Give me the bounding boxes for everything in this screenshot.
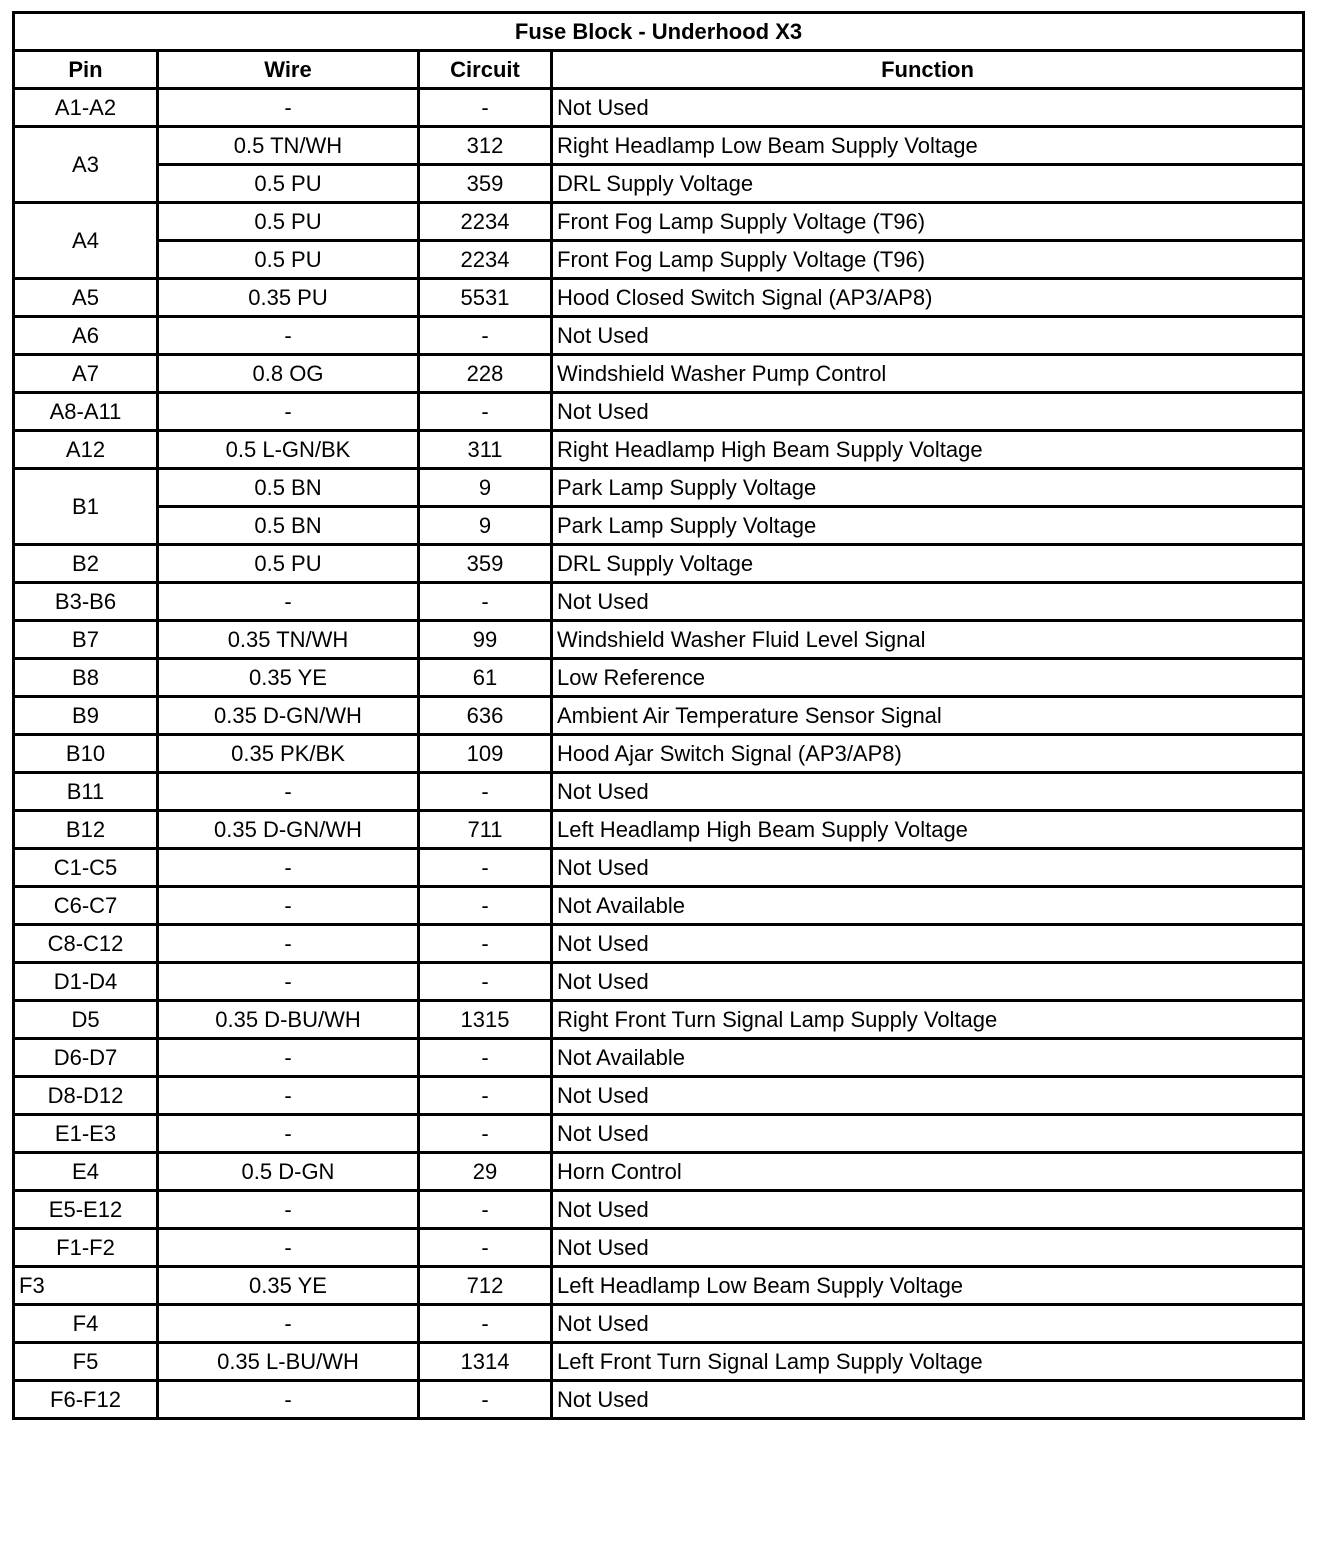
circuit-cell: 61	[419, 659, 552, 697]
wire-cell: 0.5 PU	[158, 241, 419, 279]
pin-cell: B10	[14, 735, 158, 773]
circuit-cell: -	[419, 89, 552, 127]
table-row	[14, 469, 1304, 507]
pin-cell: F3	[14, 1267, 158, 1305]
circuit-cell: -	[419, 1305, 552, 1343]
table-row	[14, 431, 1304, 469]
table-row	[14, 735, 1304, 773]
table-row	[14, 1343, 1304, 1381]
function-cell: Not Used	[552, 317, 1304, 355]
pin-cell: C8-C12	[14, 925, 158, 963]
table-row	[14, 887, 1304, 925]
wire-cell: 0.35 TN/WH	[158, 621, 419, 659]
pin-cell: D1-D4	[14, 963, 158, 1001]
circuit-cell: 2234	[419, 241, 552, 279]
pin-cell: F5	[14, 1343, 158, 1381]
table-row	[14, 621, 1304, 659]
function-cell: DRL Supply Voltage	[552, 165, 1304, 203]
pin-cell: B3-B6	[14, 583, 158, 621]
function-cell: Ambient Air Temperature Sensor Signal	[552, 697, 1304, 735]
wire-cell: 0.35 L-BU/WH	[158, 1343, 419, 1381]
table-body	[14, 89, 1304, 1419]
function-cell: Left Front Turn Signal Lamp Supply Voltage	[552, 1343, 1304, 1381]
wire-cell: -	[158, 89, 419, 127]
wire-cell: 0.5 D-GN	[158, 1153, 419, 1191]
table-row	[14, 1001, 1304, 1039]
fuse-block-table	[12, 11, 1305, 1420]
table-row	[14, 89, 1304, 127]
function-cell: Park Lamp Supply Voltage	[552, 469, 1304, 507]
table-row	[14, 279, 1304, 317]
function-cell: Horn Control	[552, 1153, 1304, 1191]
circuit-cell: 99	[419, 621, 552, 659]
wire-cell: -	[158, 393, 419, 431]
pin-cell: A1-A2	[14, 89, 158, 127]
header-row	[14, 51, 1304, 89]
circuit-cell: 359	[419, 545, 552, 583]
wire-cell: -	[158, 1305, 419, 1343]
circuit-cell: 1314	[419, 1343, 552, 1381]
function-cell: Not Available	[552, 887, 1304, 925]
pin-cell: A7	[14, 355, 158, 393]
header-wire: Wire	[158, 51, 419, 89]
table-row	[14, 1229, 1304, 1267]
wire-cell: 0.35 D-GN/WH	[158, 811, 419, 849]
pin-cell: F4	[14, 1305, 158, 1343]
table-row	[14, 507, 1304, 545]
circuit-cell: -	[419, 887, 552, 925]
pin-cell: B2	[14, 545, 158, 583]
pin-cell: D8-D12	[14, 1077, 158, 1115]
header-circuit: Circuit	[419, 51, 552, 89]
wire-cell: -	[158, 583, 419, 621]
function-cell: Right Headlamp High Beam Supply Voltage	[552, 431, 1304, 469]
header-pin: Pin	[14, 51, 158, 89]
pin-cell: C1-C5	[14, 849, 158, 887]
circuit-cell: 5531	[419, 279, 552, 317]
table-title: Fuse Block - Underhood X3	[14, 13, 1304, 51]
circuit-cell: -	[419, 773, 552, 811]
table-row	[14, 1153, 1304, 1191]
pin-cell: D5	[14, 1001, 158, 1039]
table-row	[14, 925, 1304, 963]
pin-cell: A4	[14, 203, 158, 279]
function-cell: Not Used	[552, 1115, 1304, 1153]
pin-cell: A8-A11	[14, 393, 158, 431]
table-row	[14, 659, 1304, 697]
pin-cell: A6	[14, 317, 158, 355]
wire-cell: -	[158, 963, 419, 1001]
table-row	[14, 165, 1304, 203]
wire-cell: 0.5 BN	[158, 507, 419, 545]
pin-cell: C6-C7	[14, 887, 158, 925]
wire-cell: 0.35 D-BU/WH	[158, 1001, 419, 1039]
pin-cell: B9	[14, 697, 158, 735]
table-row	[14, 393, 1304, 431]
pin-cell: E4	[14, 1153, 158, 1191]
function-cell: Not Available	[552, 1039, 1304, 1077]
circuit-cell: 359	[419, 165, 552, 203]
wire-cell: 0.5 PU	[158, 545, 419, 583]
circuit-cell: 712	[419, 1267, 552, 1305]
wire-cell: 0.5 TN/WH	[158, 127, 419, 165]
function-cell: Not Used	[552, 963, 1304, 1001]
circuit-cell: -	[419, 1039, 552, 1077]
pin-cell: A5	[14, 279, 158, 317]
pin-cell: B12	[14, 811, 158, 849]
circuit-cell: 311	[419, 431, 552, 469]
table-row	[14, 849, 1304, 887]
function-cell: Not Used	[552, 773, 1304, 811]
circuit-cell: 1315	[419, 1001, 552, 1039]
wire-cell: 0.35 YE	[158, 1267, 419, 1305]
function-cell: Not Used	[552, 393, 1304, 431]
pin-cell: A12	[14, 431, 158, 469]
circuit-cell: -	[419, 1229, 552, 1267]
function-cell: Not Used	[552, 89, 1304, 127]
function-cell: Not Used	[552, 849, 1304, 887]
table-row	[14, 1191, 1304, 1229]
circuit-cell: -	[419, 1191, 552, 1229]
table-row	[14, 773, 1304, 811]
table-row	[14, 317, 1304, 355]
circuit-cell: -	[419, 317, 552, 355]
wire-cell: -	[158, 925, 419, 963]
circuit-cell: -	[419, 1077, 552, 1115]
wire-cell: 0.5 PU	[158, 165, 419, 203]
wire-cell: -	[158, 849, 419, 887]
circuit-cell: 9	[419, 469, 552, 507]
table-row	[14, 127, 1304, 165]
pin-cell: B1	[14, 469, 158, 545]
function-cell: Left Headlamp High Beam Supply Voltage	[552, 811, 1304, 849]
pin-cell: D6-D7	[14, 1039, 158, 1077]
circuit-cell: -	[419, 393, 552, 431]
wire-cell: -	[158, 1115, 419, 1153]
wire-cell: 0.8 OG	[158, 355, 419, 393]
wire-cell: 0.35 PU	[158, 279, 419, 317]
table-row	[14, 1381, 1304, 1419]
function-cell: Hood Closed Switch Signal (AP3/AP8)	[552, 279, 1304, 317]
pin-cell: F1-F2	[14, 1229, 158, 1267]
circuit-cell: 29	[419, 1153, 552, 1191]
function-cell: Not Used	[552, 583, 1304, 621]
function-cell: Not Used	[552, 1381, 1304, 1419]
table-row	[14, 963, 1304, 1001]
wire-cell: 0.35 D-GN/WH	[158, 697, 419, 735]
function-cell: Not Used	[552, 1077, 1304, 1115]
circuit-cell: 312	[419, 127, 552, 165]
pin-cell: B11	[14, 773, 158, 811]
function-cell: Windshield Washer Pump Control	[552, 355, 1304, 393]
table-row	[14, 1267, 1304, 1305]
function-cell: Not Used	[552, 1305, 1304, 1343]
function-cell: Low Reference	[552, 659, 1304, 697]
circuit-cell: -	[419, 925, 552, 963]
function-cell: Not Used	[552, 1191, 1304, 1229]
pin-cell: B8	[14, 659, 158, 697]
circuit-cell: 9	[419, 507, 552, 545]
table-row	[14, 697, 1304, 735]
function-cell: Park Lamp Supply Voltage	[552, 507, 1304, 545]
table-row	[14, 1039, 1304, 1077]
pin-cell: A3	[14, 127, 158, 203]
circuit-cell: 636	[419, 697, 552, 735]
table-row	[14, 1115, 1304, 1153]
wire-cell: 0.35 PK/BK	[158, 735, 419, 773]
circuit-cell: 109	[419, 735, 552, 773]
function-cell: Right Front Turn Signal Lamp Supply Voltage	[552, 1001, 1304, 1039]
function-cell: Not Used	[552, 1229, 1304, 1267]
circuit-cell: -	[419, 1115, 552, 1153]
table-row	[14, 811, 1304, 849]
wire-cell: 0.35 YE	[158, 659, 419, 697]
wire-cell: -	[158, 887, 419, 925]
title-row	[14, 13, 1304, 51]
circuit-cell: -	[419, 583, 552, 621]
wire-cell: -	[158, 1191, 419, 1229]
wire-cell: -	[158, 1039, 419, 1077]
wire-cell: -	[158, 1381, 419, 1419]
table-row	[14, 355, 1304, 393]
pin-cell: F6-F12	[14, 1381, 158, 1419]
wire-cell: -	[158, 317, 419, 355]
pin-cell: E1-E3	[14, 1115, 158, 1153]
header-function: Function	[552, 51, 1304, 89]
function-cell: Front Fog Lamp Supply Voltage (T96)	[552, 203, 1304, 241]
table-row	[14, 545, 1304, 583]
table-row	[14, 241, 1304, 279]
function-cell: DRL Supply Voltage	[552, 545, 1304, 583]
wire-cell: 0.5 L-GN/BK	[158, 431, 419, 469]
table-row	[14, 1305, 1304, 1343]
circuit-cell: 711	[419, 811, 552, 849]
wire-cell: -	[158, 773, 419, 811]
function-cell: Left Headlamp Low Beam Supply Voltage	[552, 1267, 1304, 1305]
function-cell: Hood Ajar Switch Signal (AP3/AP8)	[552, 735, 1304, 773]
table-row	[14, 1077, 1304, 1115]
pin-cell: B7	[14, 621, 158, 659]
function-cell: Windshield Washer Fluid Level Signal	[552, 621, 1304, 659]
function-cell: Front Fog Lamp Supply Voltage (T96)	[552, 241, 1304, 279]
wire-cell: -	[158, 1077, 419, 1115]
wire-cell: 0.5 BN	[158, 469, 419, 507]
circuit-cell: 228	[419, 355, 552, 393]
table-row	[14, 583, 1304, 621]
circuit-cell: -	[419, 963, 552, 1001]
function-cell: Right Headlamp Low Beam Supply Voltage	[552, 127, 1304, 165]
table-row	[14, 203, 1304, 241]
circuit-cell: -	[419, 849, 552, 887]
circuit-cell: -	[419, 1381, 552, 1419]
wire-cell: -	[158, 1229, 419, 1267]
circuit-cell: 2234	[419, 203, 552, 241]
wire-cell: 0.5 PU	[158, 203, 419, 241]
pin-cell: E5-E12	[14, 1191, 158, 1229]
function-cell: Not Used	[552, 925, 1304, 963]
